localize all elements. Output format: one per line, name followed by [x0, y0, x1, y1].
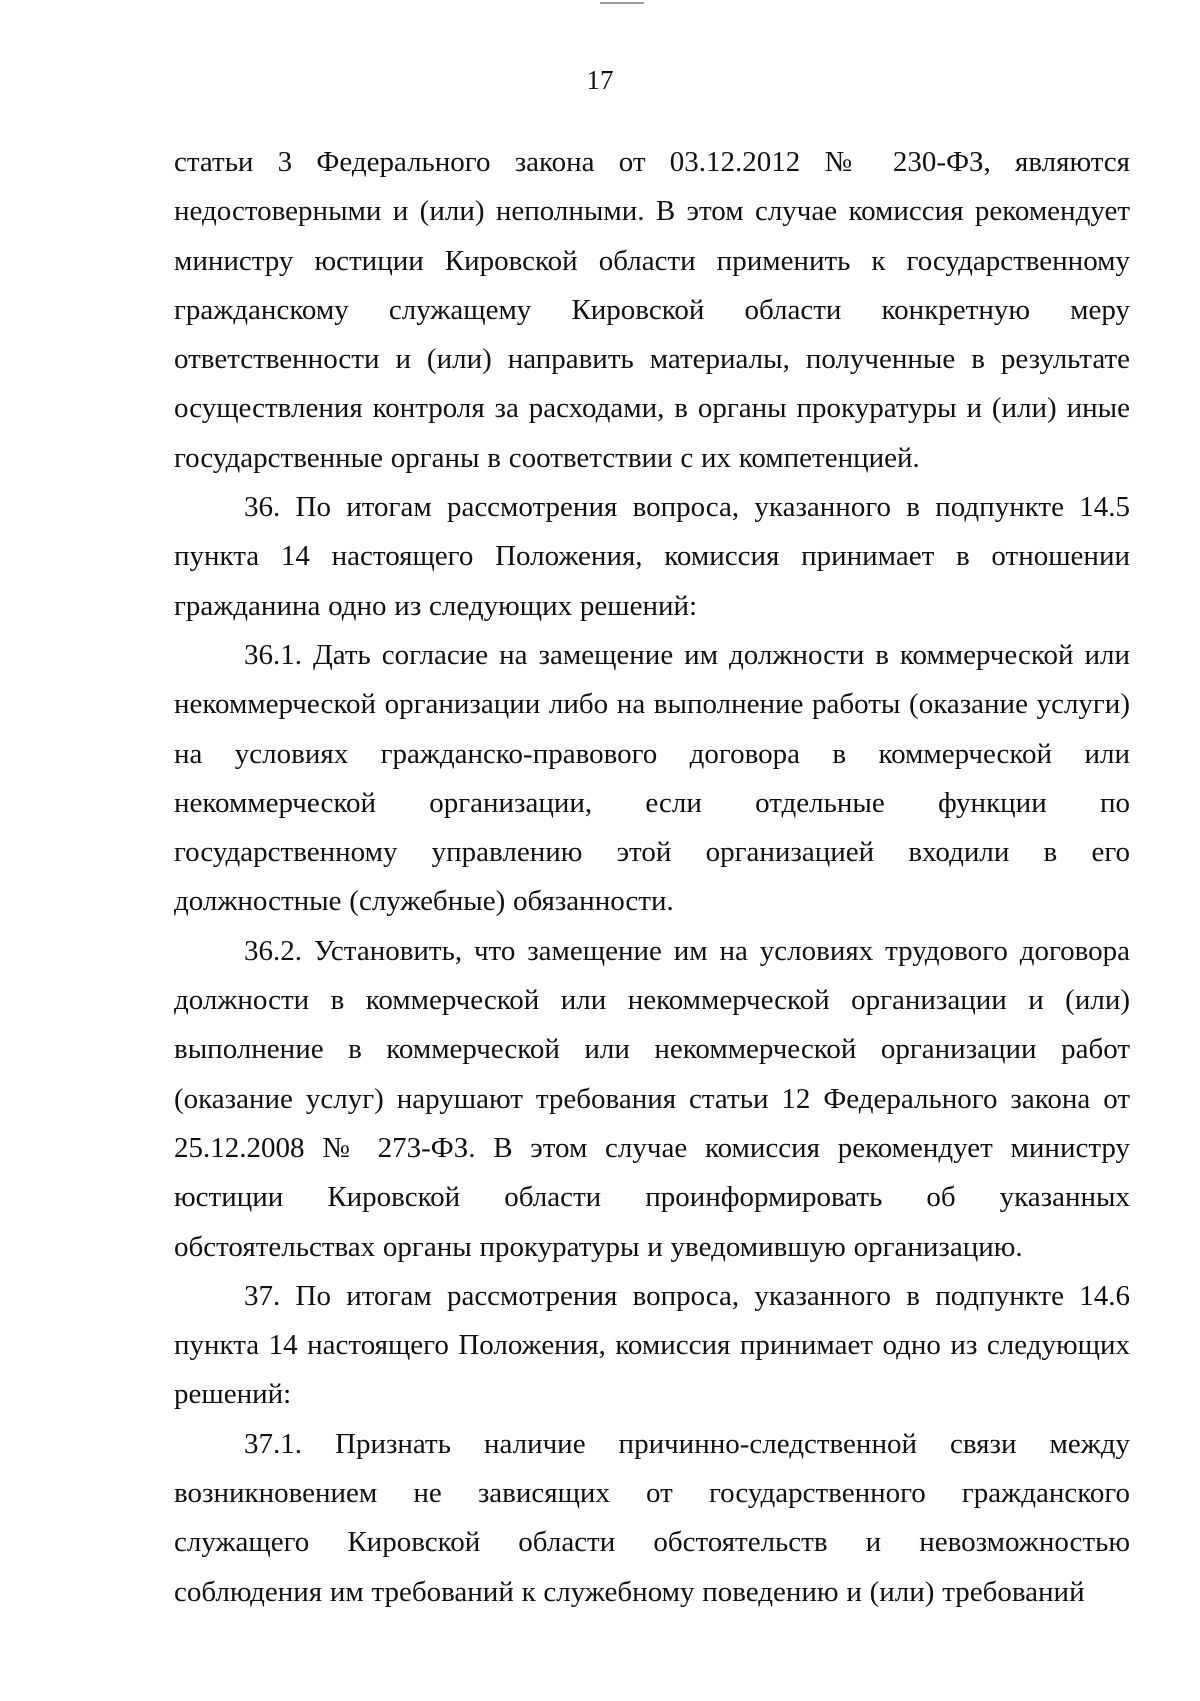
- paragraph-36-1: 36.1. Дать согласие на замещение им должности в коммерческой или некоммерческой организации либо на выполнение работы (оказание услуги) на условиях гражданско-правового договора в коммерческой или некоммерческой организации, если отдельные функции по государственному управлению этой организацией входили в его должностные (служебные) обязанности.: [174, 638, 1130, 918]
- paragraph-37-1: 37.1. Признать наличие причинно-следственной связи между возникновением не зависящих от государственного гражданского служащего Кировской области обстоятельств и невозможностью соблюдения им требований к служебному поведению и (или) требований: [174, 1427, 1130, 1608]
- page-number: 17: [586, 65, 614, 95]
- paragraph-36-2: 36.2. Установить, что замещение им на условиях трудового договора должности в коммерческой или некоммерческой организации и (или) выполнение в коммерческой или некоммерческой организации работ (оказание услуг) нарушают требования статьи 12 Федерального закона от 25.12.2008 № 273-ФЗ. В этом случае комиссия рекомендует министру юстиции Кировской области проинформировать об указанных обстоятельствах органы прокуратуры и уведомившую организацию.: [174, 934, 1130, 1263]
- paragraph-37: 37. По итогам рассмотрения вопроса, указанного в подпункте 14.6 пункта 14 настоящего Положения, комиссия принимает одно из следующих решений:: [174, 1279, 1130, 1411]
- paragraph-36: 36. По итогам рассмотрения вопроса, указанного в подпункте 14.5 пункта 14 настоящего Положения, комиссия принимает в отношении гражданина одно из следующих решений:: [174, 491, 1130, 622]
- scan-artifact-line: [600, 2, 644, 4]
- paragraph-continuation: статьи 3 Федерального закона от 03.12.2012 № 230-ФЗ, являются недостоверными и (или) неполными. В этом случае комиссия рекомендует министру юстиции Кировской области применить к государственному гражданскому служащему Кировской области конкретную меру ответственности и (или) направить материалы, полученные в результате осуществления контроля за расходами, в органы прокуратуры и (или) иные государственные органы в соответствии с их компетенцией.: [174, 146, 1130, 474]
- document-body: [174, 138, 1130, 1617]
